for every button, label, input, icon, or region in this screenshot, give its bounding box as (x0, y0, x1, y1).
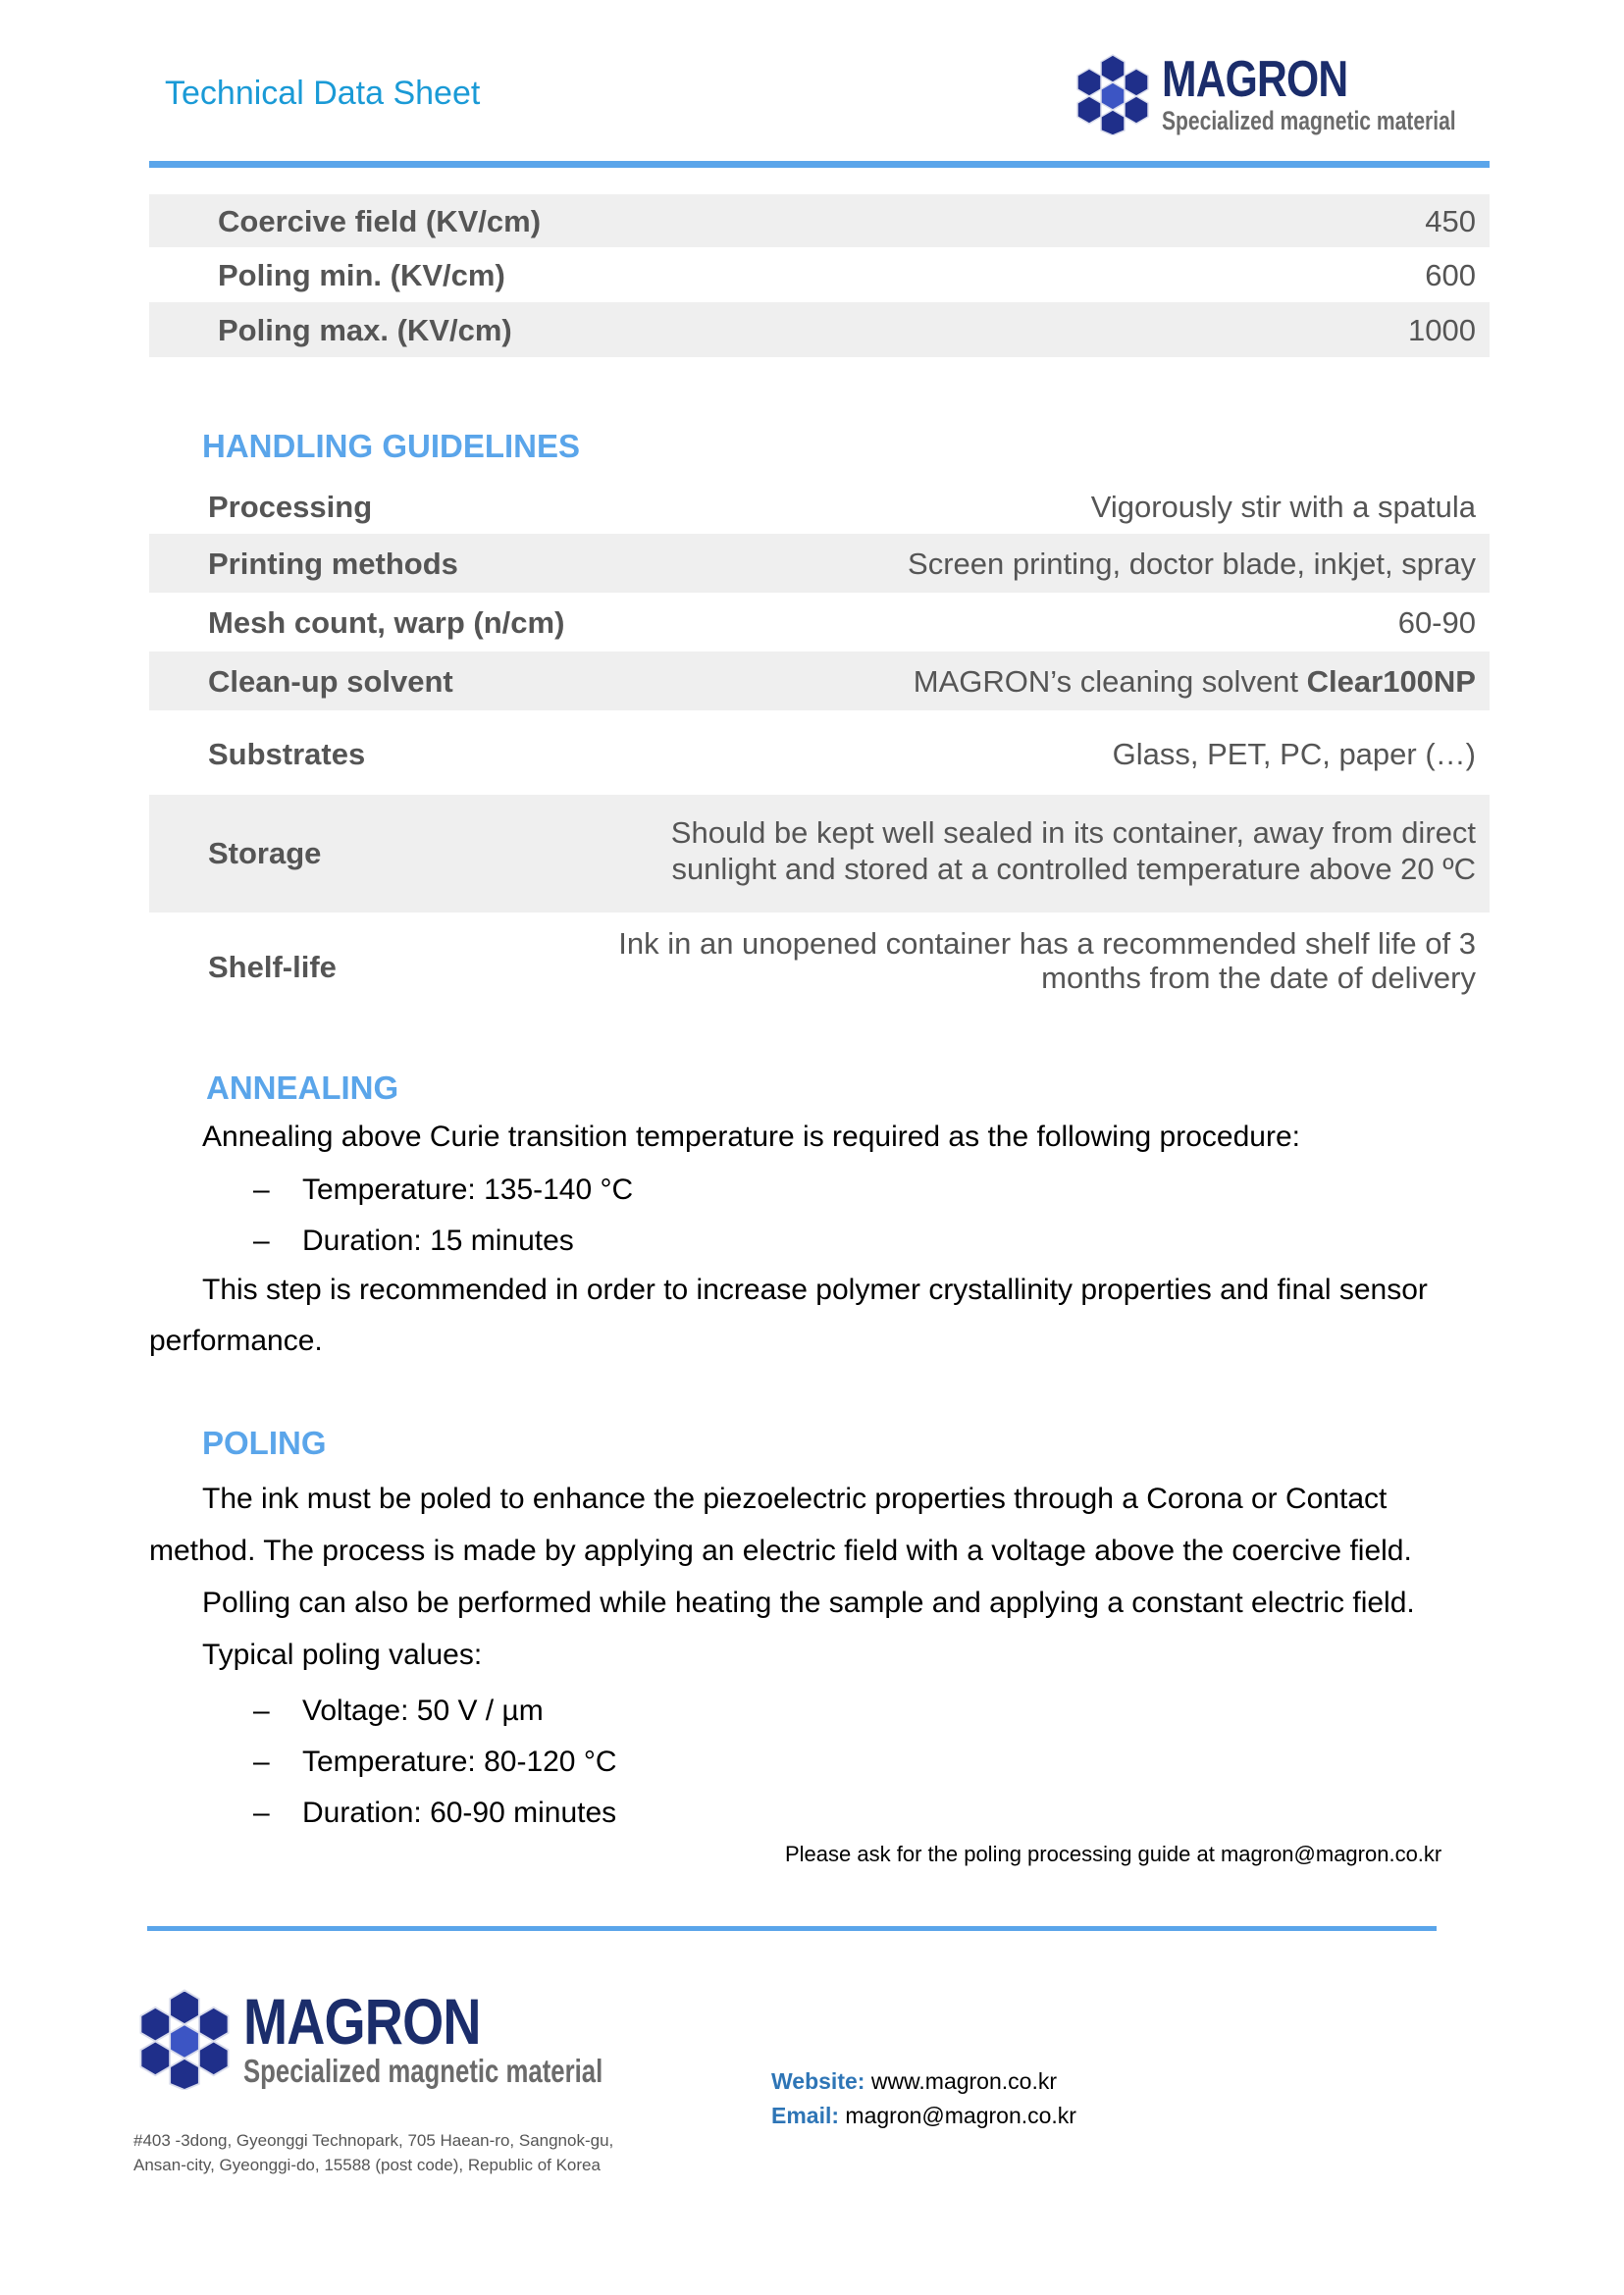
bullet-dash: – (253, 1797, 270, 1829)
bullet-text: Temperature: 135-140 °C (302, 1174, 634, 1206)
value-text: MAGRON’s cleaning solvent (913, 664, 1307, 699)
bullet-dash: – (253, 1225, 270, 1257)
table-row (149, 247, 1490, 302)
address-line: #403 -3dong, Gyeonggi Technopark, 705 Haean-ro, Sangnok-gu, (133, 2131, 614, 2150)
poling-heading: POLING (202, 1425, 327, 1461)
table-row (149, 710, 1490, 795)
row-label: Poling max. (KV/cm) (218, 313, 512, 347)
row-label: Shelf-life (208, 950, 337, 984)
annealing-paragraph-line: This step is recommended in order to increase polymer crystallinity properties and final sensor (202, 1274, 1428, 1306)
header-divider (149, 161, 1490, 168)
value-line: sunlight and stored at a controlled temperature above 20 ºC (671, 852, 1476, 886)
poling-paragraph-line: The ink must be poled to enhance the piezoelectric properties through a Corona or Contact (202, 1483, 1388, 1515)
row-value: 60-90 (1397, 605, 1476, 640)
row-label: Substrates (208, 737, 366, 771)
row-label: Storage (208, 836, 322, 870)
table-row (149, 534, 1490, 593)
email-contact (771, 2103, 1076, 2129)
row-value (671, 814, 1476, 887)
footer-brand-logo (133, 1985, 705, 2090)
bullet-dash: – (253, 1746, 270, 1778)
brand-tagline: Specialized magnetic material (243, 2053, 603, 2089)
bullet-text: Duration: 15 minutes (302, 1225, 574, 1257)
row-label: Processing (208, 490, 373, 524)
poling-paragraph: Polling can also be performed while heating the sample and applying a constant electric field. (202, 1587, 1415, 1619)
table-row (149, 652, 1490, 710)
handling-heading: HANDLING GUIDELINES (202, 428, 581, 464)
bullet-text: Voltage: 50 V / µm (302, 1695, 544, 1727)
row-value: Screen printing, doctor blade, inkjet, spray (908, 547, 1476, 581)
row-label: Poling min. (KV/cm) (218, 258, 505, 292)
bullet-dash: – (253, 1695, 270, 1727)
website-contact (771, 2068, 1057, 2095)
value-line: months from the date of delivery (1041, 961, 1476, 995)
solvent-product-name: Clear100NP (1306, 664, 1476, 699)
row-value: 600 (1425, 258, 1476, 292)
poling-paragraph-line: method. The process is made by applying an electric field with a voltage above the coercive field. (149, 1535, 1412, 1567)
magron-logo-icon (133, 1988, 236, 2090)
row-value: 1000 (1408, 313, 1476, 347)
row-value: Vigorously stir with a spatula (1090, 490, 1476, 524)
annealing-intro: Annealing above Curie transition temperature is required as the following procedure: (202, 1121, 1300, 1153)
bullet-dash: – (253, 1174, 270, 1206)
row-value: 450 (1425, 204, 1476, 238)
row-value (914, 664, 1476, 700)
bullet-text: Duration: 60-90 minutes (302, 1797, 617, 1829)
row-value: Glass, PET, PC, paper (…) (1112, 737, 1476, 771)
table-row (149, 302, 1490, 357)
table-row (149, 913, 1490, 1020)
row-label: Clean-up solvent (208, 664, 453, 699)
poling-guide-note: Please ask for the poling processing guide at magron@magron.co.kr (785, 1842, 1442, 1866)
brand-tagline: Specialized magnetic material (1162, 106, 1456, 135)
brand-name: MAGRON (1162, 51, 1348, 108)
table-row (149, 194, 1490, 247)
table-row (149, 795, 1490, 913)
website-link[interactable]: www.magron.co.kr (870, 2068, 1057, 2094)
address-line: Ansan-city, Gyeonggi-do, 15588 (post code), Republic of Korea (133, 2156, 601, 2174)
value-line: Ink in an unopened container has a recommended shelf life of 3 (618, 926, 1476, 961)
row-label: Printing methods (208, 547, 458, 581)
brand-name: MAGRON (243, 1985, 481, 2058)
annealing-paragraph-line: performance. (149, 1325, 323, 1357)
footer-divider (147, 1926, 1437, 1931)
row-label: Coercive field (KV/cm) (218, 204, 542, 238)
email-label: Email: (771, 2103, 840, 2128)
annealing-heading: ANNEALING (206, 1069, 399, 1106)
row-label: Mesh count, warp (n/cm) (208, 605, 565, 640)
email-link[interactable]: magron@magron.co.kr (845, 2103, 1076, 2128)
table-row (149, 479, 1490, 534)
poling-paragraph: Typical poling values: (202, 1639, 483, 1671)
website-label: Website: (771, 2068, 865, 2094)
magron-logo-icon (1072, 53, 1154, 135)
header-brand-logo (1072, 53, 1539, 135)
bullet-text: Temperature: 80-120 °C (302, 1746, 617, 1778)
value-line: Should be kept well sealed in its container, away from direct (670, 815, 1476, 850)
table-row (149, 593, 1490, 652)
row-value (618, 926, 1476, 995)
document-title: Technical Data Sheet (165, 75, 481, 112)
